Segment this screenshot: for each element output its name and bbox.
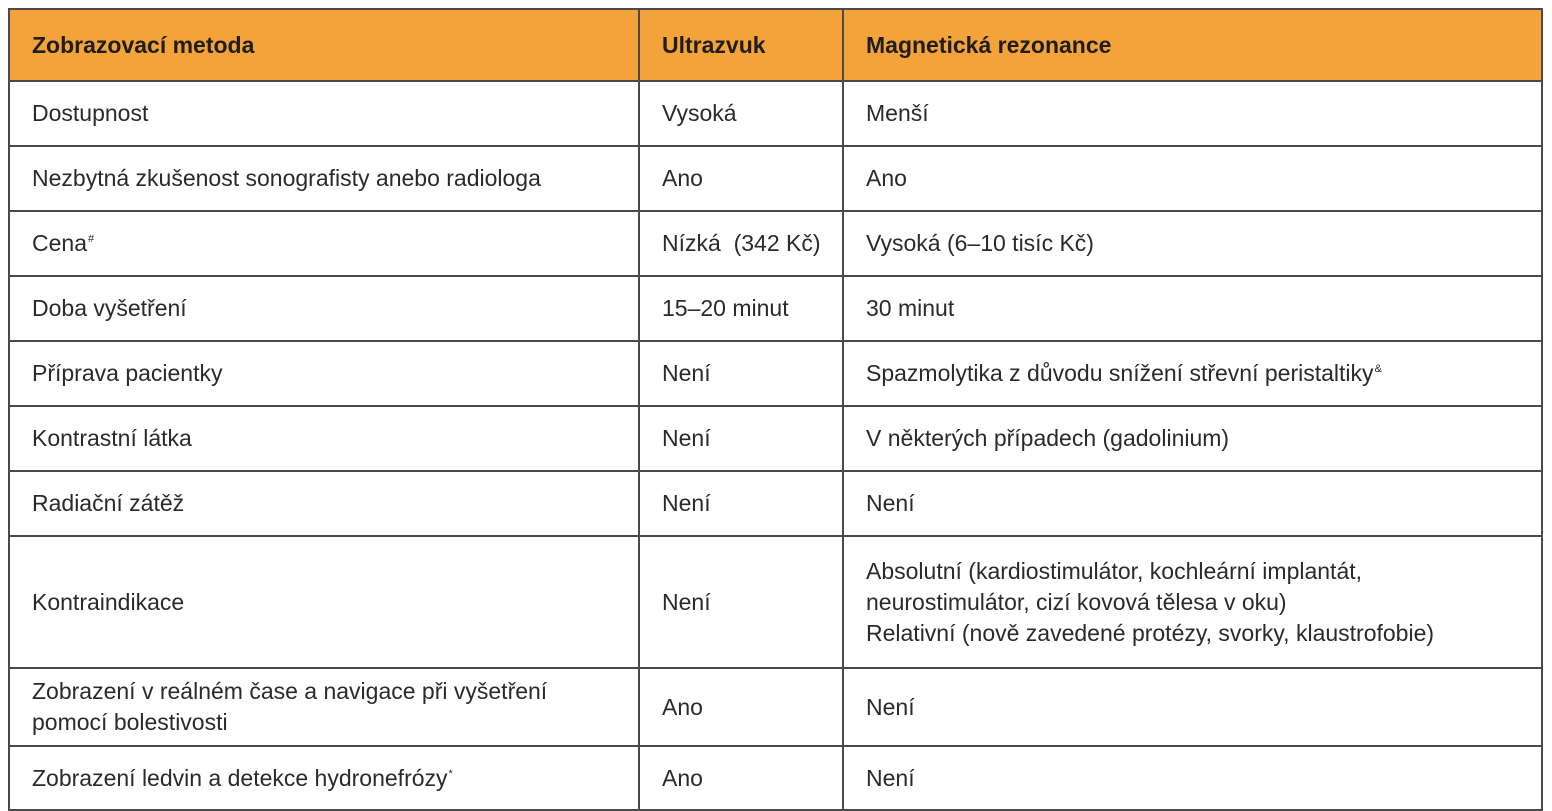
footnote-mark: & xyxy=(1374,363,1382,375)
mri-cell: Není xyxy=(843,471,1542,536)
mri-line: Absolutní (kardiostimulátor, kochleární implantát, xyxy=(866,557,1363,584)
mri-cell: V některých případech (gadolinium) xyxy=(843,406,1542,471)
comparison-table-container xyxy=(8,8,1541,811)
criterion-line: Zobrazení v reálném čase a navigace při vyšetření xyxy=(32,678,548,704)
criterion-cell: Příprava pacientky xyxy=(9,341,639,406)
criterion-text: Zobrazení ledvin a detekce hydronefrózy xyxy=(32,764,448,791)
ultrasound-cell: Vysoká xyxy=(639,81,843,146)
mri-line: Relativní (nově zavedené protézy, svorky, klaustrofobie) xyxy=(866,619,1435,646)
ultrasound-cell: Nízká (342 Kč) xyxy=(639,211,843,276)
criterion-cell: Radiační zátěž xyxy=(9,471,639,536)
table-row xyxy=(9,471,1542,536)
criterion-cell: Nezbytná zkušenost sonografisty anebo radiologa xyxy=(9,146,639,211)
ultrasound-cell: Není xyxy=(639,406,843,471)
mri-cell: Menší xyxy=(843,81,1542,146)
comparison-table xyxy=(8,8,1543,811)
table-row xyxy=(9,536,1542,668)
criterion-cell: Doba vyšetření xyxy=(9,276,639,341)
table-row xyxy=(9,341,1542,406)
header-mri: Magnetická rezonance xyxy=(843,9,1542,81)
ultrasound-cell: 15–20 minut xyxy=(639,276,843,341)
header-ultrasound: Ultrazvuk xyxy=(639,9,843,81)
mri-cell xyxy=(843,536,1542,668)
criterion-text: Cena xyxy=(32,230,87,256)
table-row xyxy=(9,81,1542,146)
criterion-cell xyxy=(9,668,639,746)
criterion-cell: Kontraindikace xyxy=(9,536,639,668)
table-row xyxy=(9,668,1542,746)
mri-cell: Vysoká (6–10 tisíc Kč) xyxy=(843,211,1542,276)
mri-cell: Není xyxy=(843,668,1542,746)
mri-cell: 30 minut xyxy=(843,276,1542,341)
header-row xyxy=(9,9,1542,81)
table-row xyxy=(9,211,1542,276)
mri-text: Spazmolytika z důvodu snížení střevní peristaltiky xyxy=(866,360,1374,386)
table-row xyxy=(9,406,1542,471)
mri-cell xyxy=(843,341,1542,406)
ultrasound-cell: Ano xyxy=(639,668,843,746)
table-row xyxy=(9,146,1542,211)
criterion-cell: Kontrastní látka xyxy=(9,406,639,471)
ultrasound-cell: Ano xyxy=(639,146,843,211)
mri-cell: Ano xyxy=(843,146,1542,211)
table-row xyxy=(9,276,1542,341)
ultrasound-cell: Není xyxy=(639,471,843,536)
mri-cell: Není xyxy=(843,746,1542,810)
criterion-cell: Dostupnost xyxy=(9,81,639,146)
mri-line: neurostimulátor, cizí kovová tělesa v oku) xyxy=(866,588,1287,615)
ultrasound-cell: Není xyxy=(639,536,843,668)
criterion-line: pomocí bolestivosti xyxy=(32,709,228,735)
criterion-cell xyxy=(9,211,639,276)
header-imaging-method: Zobrazovací metoda xyxy=(9,9,639,81)
criterion-cell xyxy=(9,746,639,810)
ultrasound-cell: Ano xyxy=(639,746,843,810)
footnote-mark: # xyxy=(87,233,95,245)
table-row xyxy=(9,746,1542,810)
footnote-mark: * xyxy=(448,767,453,780)
ultrasound-cell: Není xyxy=(639,341,843,406)
